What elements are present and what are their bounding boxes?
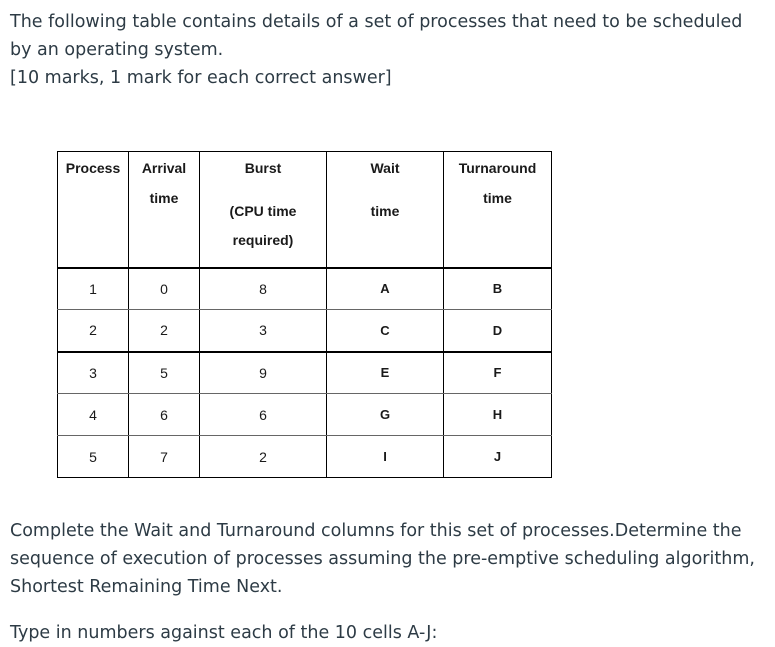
cell-turnaround: F [444, 352, 552, 394]
table-header-row [58, 152, 552, 268]
question-line-2: sequence of execution of processes assuming the pre-emptive scheduling algorithm, [10, 549, 755, 569]
cell-process: 3 [58, 352, 129, 394]
intro-text [10, 8, 760, 92]
cell-arrival: 0 [129, 268, 200, 310]
cell-wait: A [327, 268, 444, 310]
cell-arrival: 7 [129, 436, 200, 478]
cell-turnaround: H [444, 394, 552, 436]
cell-burst: 3 [200, 310, 327, 352]
header-turnaround-time: Turnaround time [444, 152, 552, 268]
header-burst: Burst (CPU time required) [200, 152, 327, 268]
answer-instruction: Type in numbers against each of the 10 cells A-J: [10, 623, 438, 643]
cell-turnaround: D [444, 310, 552, 352]
cell-turnaround: J [444, 436, 552, 478]
cell-burst: 8 [200, 268, 327, 310]
cell-process: 2 [58, 310, 129, 352]
process-table [57, 151, 552, 478]
header-process: Process [58, 152, 129, 268]
cell-process: 4 [58, 394, 129, 436]
cell-process: 1 [58, 268, 129, 310]
table-row [58, 436, 552, 478]
cell-wait: C [327, 310, 444, 352]
question-line-1: Complete the Wait and Turnaround columns for this set of processes.Determine the [10, 521, 742, 541]
cell-burst: 9 [200, 352, 327, 394]
header-wait-time: Wait time [327, 152, 444, 268]
cell-wait: I [327, 436, 444, 478]
cell-arrival: 2 [129, 310, 200, 352]
cell-wait: E [327, 352, 444, 394]
intro-line-2: by an operating system. [10, 40, 224, 60]
cell-arrival: 6 [129, 394, 200, 436]
question-line-3: Shortest Remaining Time Next. [10, 577, 283, 597]
process-table-container [57, 151, 552, 478]
table-row [58, 352, 552, 394]
table-row [58, 394, 552, 436]
cell-turnaround: B [444, 268, 552, 310]
table-row [58, 310, 552, 352]
cell-burst: 2 [200, 436, 327, 478]
cell-wait: G [327, 394, 444, 436]
cell-arrival: 5 [129, 352, 200, 394]
table-row [58, 268, 552, 310]
cell-burst: 6 [200, 394, 327, 436]
header-arrival-time: Arrival time [129, 152, 200, 268]
marks-note: [10 marks, 1 mark for each correct answer] [10, 68, 392, 88]
cell-process: 5 [58, 436, 129, 478]
question-text [10, 517, 760, 601]
intro-line-1: The following table contains details of a set of processes that need to be scheduled [10, 12, 743, 32]
